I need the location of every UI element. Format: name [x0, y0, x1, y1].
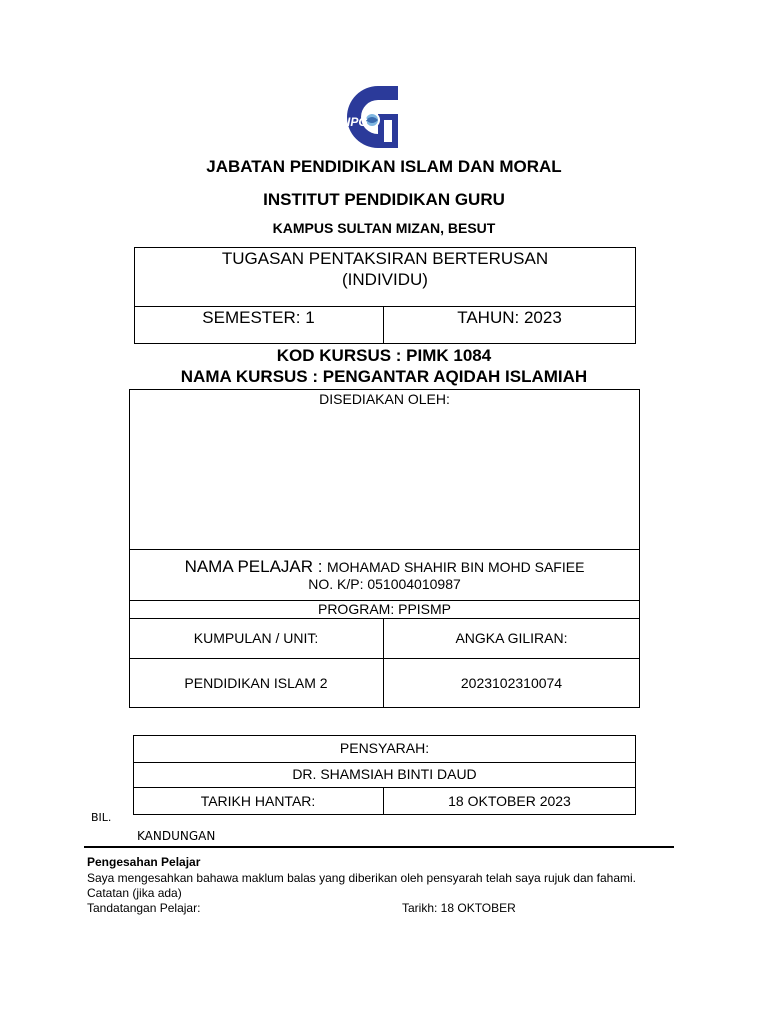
submit-date-value: 18 OKTOBER 2023 [448, 793, 571, 809]
confirmation-heading: Pengesahan Pelajar [87, 855, 201, 869]
lecturer-divider-2 [133, 787, 636, 788]
svg-text:IPG: IPG [347, 115, 368, 129]
group-value: PENDIDIKAN ISLAM 2 [184, 675, 328, 691]
prepared-divider-3 [129, 618, 640, 619]
confirmation-note: Catatan (jika ada) [87, 886, 182, 900]
year-text: TAHUN: 2023 [457, 308, 562, 327]
submit-date-label: TARIKH HANTAR: [200, 793, 316, 809]
ipg-logo-graphic [344, 84, 400, 150]
signature-label: Tandatangan Pelajar: [87, 901, 201, 915]
kandungan-label: KANDUNGAN [137, 829, 216, 843]
lecturer-name: DR. SHAMSIAH BINTI DAUD [292, 766, 477, 782]
assignment-divider [134, 306, 636, 307]
bil-label: BIL. [91, 811, 112, 824]
assignment-title-line1: TUGASAN PENTAKSIRAN BERTERUSAN [221, 249, 549, 268]
index-value: 2023102310074 [460, 675, 563, 691]
campus-heading: KAMPUS SULTAN MIZAN, BESUT [272, 220, 496, 236]
course-name: NAMA KURSUS : PENGANTAR AQIDAH ISLAMIAH [180, 367, 588, 386]
prepared-divider-1 [129, 549, 640, 550]
prepared-by-label: DISEDIAKAN OLEH: [319, 391, 450, 407]
group-label: KUMPULAN / UNIT: [193, 630, 319, 646]
student-name-label: NAMA PELAJAR : [184, 557, 323, 576]
index-label: ANGKA GILIRAN: [455, 630, 568, 646]
confirmation-statement: Saya mengesahkan bahawa maklum balas yang diberikan oleh pensyarah telah saya rujuk dan fahami. [87, 871, 637, 885]
lecturer-label: PENSYARAH: [339, 740, 430, 756]
semester-text: SEMESTER: 1 [202, 308, 315, 327]
prepared-divider-4 [129, 658, 640, 659]
student-name-line [129, 557, 640, 577]
ipg-logo [344, 84, 400, 150]
department-heading: JABATAN PENDIDIKAN ISLAM DAN MORAL [206, 157, 562, 176]
student-name-value: MOHAMAD SHAHIR BIN MOHD SAFIEE [326, 559, 585, 575]
program-text: PROGRAM: PPISMP [317, 601, 452, 617]
confirmation-date: Tarikh: 18 OKTOBER [402, 901, 516, 915]
ic-number: NO. K/P: 051004010987 [308, 576, 461, 592]
contents-underline [84, 846, 674, 848]
course-code: KOD KURSUS : PIMK 1084 [276, 346, 492, 365]
assignment-title-line2: (INDIVIDU) [342, 270, 428, 289]
lecturer-divider-1 [133, 762, 636, 763]
institute-heading: INSTITUT PENDIDIKAN GURU [263, 190, 505, 209]
